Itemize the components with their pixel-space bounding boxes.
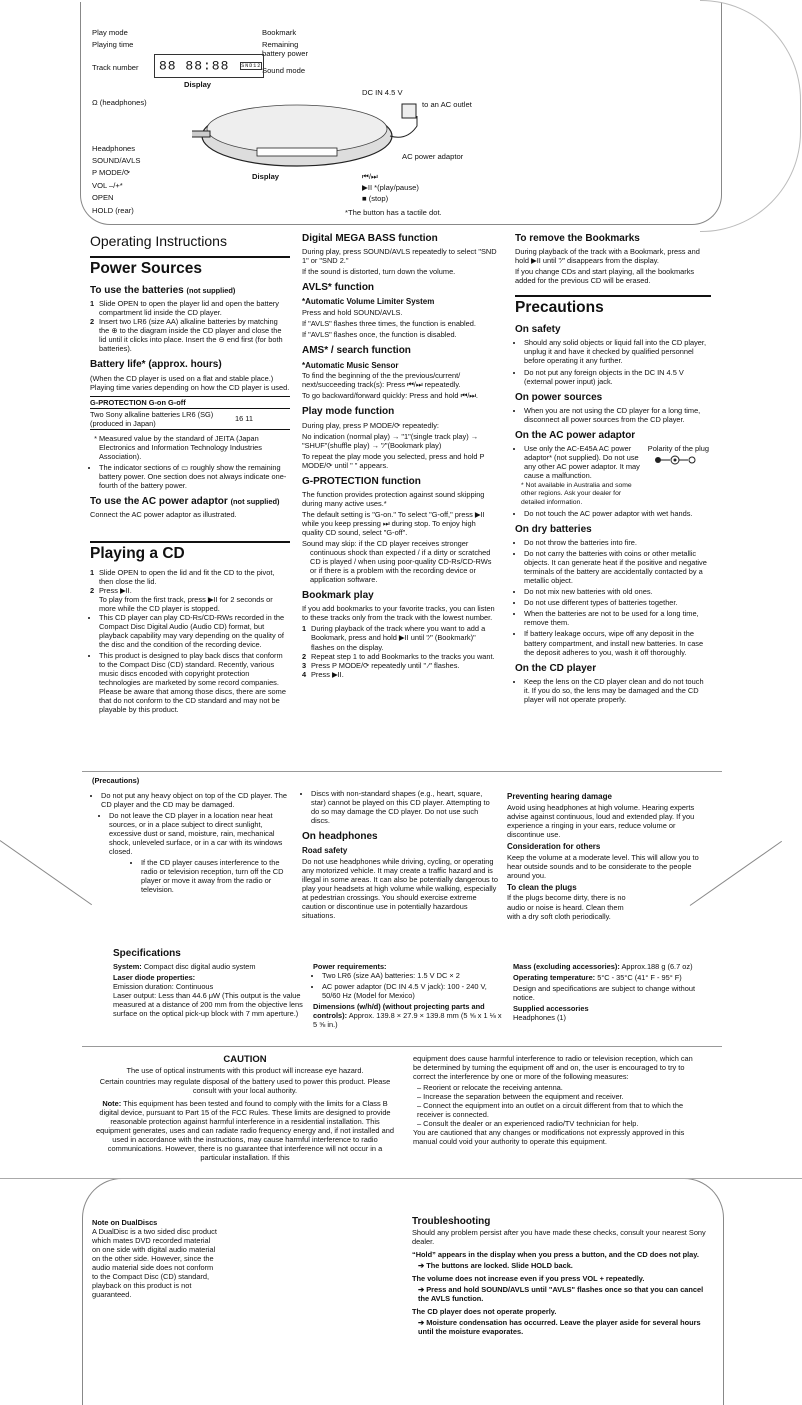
lcd-badge: SND12 (241, 63, 262, 69)
playing-note-2: • This product is designed to play back discs that conform to the Compact Disc (CD) standard. Recently, various music discs encoded with copyright protection technologies are marketed by some record companies. Please be aware that among those discs, there are some that do not conform to the CD standard and may not be playable by this product. (99, 651, 290, 714)
control-stop: ■ (stop) (362, 194, 389, 203)
caution-note-label: Note: (102, 1098, 122, 1108)
spec-dimensions-label: Dimensions (w/h/d) (without projecting parts and controls): (313, 1002, 485, 1021)
section2-right (507, 789, 703, 923)
precautions-cont-list (92, 791, 292, 894)
battery-step-2-text: Insert two LR6 (size AA) alkaline batteries by matching the ⊕ to the diagram inside the CD player and close the lid until it clicks into place. Insert the ⊖ end first (for both batteries). (99, 317, 283, 354)
play-mode-heading: Play mode function (302, 406, 395, 418)
dualdisc-text: A DualDisc is a two sided disc product which mates DVD recorded material on one side with digital audio material on the other side. However, since the audio material side does not conform to the Compact Disc (CD) standard, playback on this product is not guaranteed. (92, 1227, 217, 1300)
column-1 (90, 233, 290, 717)
on-ac-heading: On the AC power adaptor (515, 429, 636, 441)
bookmark-step-2-text: Repeat step 1 to add Bookmarks to the tracks you want. (311, 651, 495, 661)
discs-list (302, 789, 498, 825)
bookmark-step-1-text: During playback of the track where you want to add a Bookmark, press and hold ▶II until "⁄" (Bookmark)" flashes on the display. (311, 624, 486, 652)
bookmark-step-2: 2 Repeat step 1 to add Bookmarks to the tracks you want. (302, 651, 495, 661)
play-step-1: 1 Slide OPEN to open the lid and fit the CD to the pivot, then close the lid. (90, 568, 290, 586)
battery-note-1: * Measured value by the standard of JEITA (Japan Electronics and Information Technology Industries Association). (99, 434, 290, 461)
bookmark-step-1: 1 During playback of the track where you want to add a Bookmark, press and hold ▶II until "⁄" (Bookmark)" flashes on the display. (302, 624, 498, 651)
specs-heading: Specifications (113, 948, 181, 959)
battery-step-2: 2 Insert two LR6 (size AA) alkaline batteries by matching the ⊕ to the diagram inside the CD player and close the lid until it clicks into place. Insert the ⊖ end first (for both batteries). (90, 317, 290, 353)
spec-temp-value: 5°C - 35°C (41° F - 95° F) (597, 973, 682, 983)
spec-power-label: Power requirements: (313, 962, 387, 972)
precautions-heading: Precautions (515, 295, 711, 318)
battery-table-row (90, 409, 290, 429)
avls-text-2: If "AVLS" flashes three times, the function is enabled. (302, 319, 476, 329)
troubleshooting-heading: Troubleshooting (412, 1216, 491, 1227)
on-dry-heading: On dry batteries (515, 524, 592, 535)
remove-bookmarks-text-1: During playback of the track with a Bookmark, press and hold ▶II until "⁄" disappears from the display. (515, 247, 700, 266)
spec-supplied-label: Supplied accessories (513, 1004, 589, 1014)
label-headphones-jack: Ω (headphones) (92, 98, 147, 107)
dry-item-1: • Do not throw the batteries into fire. (524, 538, 711, 547)
spec-system-value: Compact disc digital audio system (143, 962, 256, 972)
control-play-pause: ▶II *(play/pause) (362, 183, 419, 192)
play-mode-text-2: No indication (normal play) → "1"(single track play) → "SHUF"(shuffle play) → "⁄"(Bookmark play) (302, 431, 479, 450)
not-supplied-tag: (not supplied) (186, 285, 236, 295)
troubleshooting-section (412, 1216, 712, 1339)
ams-heading: AMS* / search function (302, 345, 411, 357)
ac-adaptor-heading (90, 496, 290, 508)
label-bookmark: Bookmark (262, 28, 297, 37)
caution-right-5: – Consult the dealer or an experienced radio/TV technician for help. (417, 1119, 639, 1129)
precautions-cont-heading: (Precautions) (92, 776, 140, 785)
dualdisc-heading: Note on DualDiscs (92, 1218, 158, 1227)
battery-table-values: 16 11 (235, 414, 253, 424)
remove-bookmarks-heading: To remove the Bookmarks (515, 233, 640, 244)
specs-col-3 (513, 962, 703, 1031)
fold-right (690, 841, 782, 906)
gprot-heading: G-PROTECTION function (302, 475, 421, 487)
spec-dimensions-value: Approx. 139.8 × 27.9 × 139.8 mm (5 ⅝ x 1 ⅛ x 5 ⅝ in.) (313, 1011, 502, 1030)
spec-laser-emission: Emission duration: Continuous (113, 982, 214, 992)
ac-list (515, 444, 644, 482)
player-diagram (92, 26, 492, 221)
caution-right-4: – Connect the equipment into an outlet on a circuit different from that to which the receiver is connected. (417, 1101, 684, 1120)
polarity-box (644, 444, 711, 482)
battery-notes (90, 434, 290, 490)
player-illustration (192, 96, 422, 176)
prec-cont-item-3: • If the CD player causes interference to the radio or television reception, turn off the CD player or move it away from the radio or television. (141, 858, 292, 894)
ac-item-2: • Do not touch the AC power adaptor with wet hands. (524, 509, 711, 518)
label-dc-in: DC IN 4.5 V (362, 88, 403, 97)
label-ac-outlet: to an AC outlet (422, 100, 472, 109)
clean-plugs-heading: To clean the plugs (507, 882, 577, 892)
section2-border (82, 771, 722, 772)
specs-section (113, 948, 713, 1031)
label-play-mode: Play mode (92, 28, 128, 37)
caution-right-6: You are cautioned that any changes or modifications not expressly approved in this manual could void your authority to operate this equipment. (413, 1128, 685, 1147)
label-battery: Remaining battery power (262, 40, 309, 59)
spec-laser-output: Laser output: Less than 44.6 μW (This output is the value measured at a distance of 200 mm from the objective lens surface on the optical pick-up block with 7 mm aperture.) (113, 991, 303, 1019)
bookmark-step-4-text: Press ▶II. (311, 669, 344, 679)
bookmark-step-3-text: Press P MODE/⟳ repeatedly until " ⁄" flashes. (311, 660, 460, 670)
label-display-bottom: Display (252, 172, 280, 181)
ams-text-1: To find the beginning of the the previous/current/ next/succeeding track(s): Press ⏮/⏭ repeatedly. (302, 371, 461, 390)
bookmark-step-3: 3 Press P MODE/⟳ repeatedly until " ⁄" flashes. (302, 660, 460, 670)
use-batteries-text: To use the batteries (90, 284, 184, 296)
page-title: Operating Instructions (90, 233, 227, 249)
battery-step-1-text: Slide OPEN to open the player lid and open the battery compartment lid inside the CD player. (99, 299, 279, 318)
mega-bass-heading: Digital MEGA BASS function (302, 233, 438, 244)
caution-right-2: – Reorient or relocate the receiving antenna. (417, 1083, 563, 1093)
caution-right-3: – Increase the separation between the equipment and receiver. (417, 1092, 624, 1102)
on-headphones-heading: On headphones (302, 831, 378, 843)
ts-question-3: The CD player does not operate properly. (412, 1307, 557, 1317)
playing-cd-heading: Playing a CD (90, 541, 290, 564)
spec-power-list (313, 971, 503, 1000)
ts-answer-2: ➔ Press and hold SOUND/AVLS until "AVLS" flashes once so that you can cancel the AVLS function. (418, 1285, 704, 1304)
battery-life-text: (When the CD player is used on a flat and stable place.) Playing time varies depending on how the CD player is used. (90, 373, 290, 392)
specs-col-2 (313, 962, 503, 1031)
label-track-number: Track number (92, 63, 139, 72)
fold-left (0, 840, 92, 905)
dry-item-3: • Do not mix new batteries with old ones. (524, 587, 711, 596)
cd-item-1: • Keep the lens on the CD player clean and do not touch it. If you do so, the lens may be damaged and the CD player will not operate properly. (524, 677, 711, 704)
caution-right (413, 1054, 703, 1148)
ac-adaptor-heading-text: To use the AC power adaptor (90, 495, 228, 507)
discs-item: • Discs with non-standard shapes (e.g., heart, square, star) cannot be played on this CD player. Attempting to do so may damage the CD player. Do not use such discs. (311, 789, 498, 825)
section2-middle (302, 789, 498, 922)
caution-text-2: Certain countries may regulate disposal of the battery used to power this product. Please consult with your local authority. (99, 1076, 391, 1095)
tactile-note: *The button has a tactile dot. (345, 208, 442, 217)
avls-subheading: *Automatic Volume Limiter System (302, 297, 435, 307)
control-vol: VOL –/+* (92, 181, 123, 190)
divider-specs (0, 1178, 802, 1179)
prevent-hearing-text: Avoid using headphones at high volume. Hearing experts advise against continuous, loud and extended play. If you experience a ringing in your ears, reduce volume or discontinue use. (507, 802, 695, 839)
spec-laser-label: Laser diode properties: (113, 973, 196, 983)
prevent-hearing-heading: Preventing hearing damage (507, 792, 612, 801)
prec-cont-item-2: • Do not leave the CD player in a location near heat sources, or in a place subject to direct sunlight, excessive dust or sand, moisture, rain, mechanical shock, unleveled surface, or in a car with its windows closed. (109, 811, 292, 856)
label-sound-mode: Sound mode (262, 66, 306, 75)
clean-plugs-text: If the plugs become dirty, there is no audio or noise is heard. Clean them with a dry soft cloth periodically. (507, 893, 626, 921)
dry-item-4: • Do not use different types of batteries together. (524, 598, 711, 607)
ac-availability-note: * Not available in Australia and some other regions. Ask your dealer for detailed information. (521, 482, 632, 506)
gprot-text-1: The function provides protection against sound skipping during many active uses.* (302, 489, 485, 508)
dry-item-6: • If battery leakage occurs, wipe off any deposit in the battery compartment, and install new batteries. In case the deposit adheres to you, wash it off thoroughly. (524, 629, 711, 656)
control-p-mode: P MODE/⟳ (92, 168, 131, 177)
ac-not-supplied-tag: (not supplied) (230, 496, 280, 506)
caution-left (95, 1054, 395, 1164)
gprot-text-2: The default setting is "G-on." To select "G-off," press ▶II while you keep pressing ⏭ during stop. To enjoy high quality CD sound, select "G-off". (302, 509, 485, 537)
lcd-display (154, 54, 264, 78)
bookmark-step-4: 4 Press ▶II. (302, 669, 344, 679)
playing-notes (90, 613, 290, 714)
polarity-icon (648, 453, 708, 467)
consideration-text: Keep the volume at a moderate level. This will allow you to hear outside sounds and to be considerate to the people around you. (507, 852, 699, 880)
ac-list-2 (515, 509, 711, 518)
top-panel-arc (700, 0, 801, 232)
play-step-2-text: Press ▶II. (99, 586, 132, 596)
lcd-digits: 88 88:88 (159, 58, 230, 74)
spec-design: Design and specifications are subject to change without notice. (513, 984, 696, 1003)
polarity-label: Polarity of the plug (647, 444, 709, 453)
battery-table-header: G-PROTECTION G-on G-off (90, 397, 290, 409)
label-ac-adaptor: AC power adaptor (402, 152, 464, 161)
dry-list (515, 538, 711, 656)
cd-list (515, 677, 711, 704)
control-headphones: Headphones (92, 144, 136, 153)
ts-question-2: The volume does not increase even if you press VOL + repeatedly. (412, 1274, 645, 1284)
avls-heading: AVLS* function (302, 282, 375, 294)
road-safety-text: Do not use headphones while driving, cycling, or operating any motorized vehicle. It may create a traffic hazard and is illegal in some areas. It can also be potentially dangerous to play your headsets at high volume while walking, especially at pedestrian crossings. You should exercise extreme caution or discontinue use in potentially hazardous situations. (302, 857, 498, 921)
caution-note-text: This equipment has been tested and found to comply with the limits for a Class B digital device, pursuant to Part 15 of the FCC Rules. These limits are designed to provide reasonable protection against harmful interference in a residential installation. This equipment generates, uses and can radiate radio frequency energy and, if not installed and used in accordance with the instructions, may cause harmful interference to radio communications. However, there is no guarantee that interference will not occur in a particular installation. If this (96, 1098, 394, 1162)
use-batteries-heading (90, 285, 290, 297)
remove-bookmarks-text-2: If you change CDs and start playing, all the bookmarks added for the previous CD will be erased. (515, 267, 695, 286)
spec-dimensions (313, 1002, 503, 1029)
road-safety-heading: Road safety (302, 846, 348, 856)
spec-temp (513, 973, 703, 982)
spec-system (113, 962, 303, 971)
ac-section (515, 444, 711, 482)
consideration-heading: Consideration for others (507, 841, 601, 851)
safety-item-2: • Do not put any foreign objects in the DC IN 4.5 V (external power input) jack. (524, 368, 711, 386)
spec-mass-label: Mass (excluding accessories): (513, 962, 620, 972)
bookmark-text: If you add bookmarks to your favorite tracks, you can listen to these tracks only from the track with the lowest number. (302, 604, 495, 623)
caution-divider (82, 1046, 722, 1047)
spec-system-label: System: (113, 962, 142, 972)
ams-text-2: To go backward/forward quickly: Press and hold ⏮/⏭. (302, 391, 478, 401)
battery-life-heading: Battery life* (approx. hours) (90, 359, 222, 371)
control-open: OPEN (92, 193, 114, 202)
spec-mass (513, 962, 703, 971)
prec-cont-item-1: • Do not put any heavy object on top of the CD player. The CD player and the CD may be damaged. (101, 791, 292, 809)
ts-question-1: “Hold” appears in the display when you press a button, and the CD does not play. (412, 1250, 699, 1260)
dry-item-5: • When the batteries are not to be used for a long time, remove them. (524, 609, 711, 627)
power-sources-heading: Power Sources (90, 256, 290, 279)
caution-title: CAUTION (223, 1054, 267, 1065)
battery-table-label: Two Sony alkaline batteries LR6 (SG) (produced in Japan) (90, 409, 214, 428)
control-skip: ⏮/⏭ (362, 172, 378, 181)
specs-columns (113, 962, 713, 1031)
caution-text-1: The use of optical instruments with this product will increase eye hazard. (126, 1065, 364, 1075)
spec-power-item-2: • AC power adaptor (DC IN 4.5 V jack): 100 - 240 V, 50/60 Hz (Model for Mexico) (322, 982, 503, 1000)
power-list (515, 406, 711, 424)
play-step-1-text: Slide OPEN to open the lid and fit the CD to the pivot, then close the lid. (99, 568, 275, 587)
safety-item-1: • Should any solid objects or liquid fall into the CD player, unplug it and have it checked by qualified personnel before operating it any further. (524, 338, 711, 365)
control-hold: HOLD (rear) (92, 206, 134, 215)
column-2 (302, 233, 498, 679)
caution-note (95, 1099, 395, 1162)
spec-mass-value: Approx.188 g (6.7 oz) (621, 962, 693, 972)
battery-note-2: • The indicator sections of ▭ roughly show the remaining battery power. One section does not always indicate one-fourth of the battery power. (99, 463, 290, 490)
section2-left (92, 776, 292, 896)
play-mode-text-3: To repeat the play mode you selected, press and hold P MODE/⟳ until " " appears. (302, 451, 485, 470)
mega-bass-text-2: If the sound is distorted, turn down the volume. (302, 267, 456, 277)
label-playing-time: Playing time (92, 40, 134, 49)
battery-table (90, 396, 290, 430)
play-step-2-detail: To play from the first track, press ▶II for 2 seconds or more while the CD player is stopped. (99, 595, 273, 614)
dry-item-2: • Do not carry the batteries with coins or other metallic objects. It can generate heat if the positive and negative terminals of the battery are accidentally contacted by a metallic object. (524, 549, 711, 585)
dualdisc-section (92, 1218, 220, 1301)
spec-temp-label: Operating temperature: (513, 973, 596, 983)
mega-bass-text-1: During play, press SOUND/AVLS repeatedly to select "SND 1" or "SND 2." (302, 247, 497, 266)
caution-right-1: equipment does cause harmful interference to radio or television reception, which can be determined by turning the equipment off and on, the user is encouraged to try to correct the interference by one or more of the following measures: (413, 1054, 693, 1082)
on-power-heading: On power sources (515, 391, 603, 403)
playing-note-1: • This CD player can play CD-Rs/CD-RWs recorded in the Compact Disc Digital Audio (Audio CD) format, but playback capability may vary depending on the quality of the disc and the condition of the recording device. (99, 613, 290, 649)
ts-answer-1: ➔ The buttons are locked. Slide HOLD back. (418, 1261, 573, 1271)
play-step-2: 2 Press ▶II. To play from the first track, press ▶II for 2 seconds or more while the CD player is stopped. (90, 586, 273, 614)
on-safety-heading: On safety (515, 324, 561, 336)
play-mode-text-1: During play, press P MODE/⟳ repeatedly: (302, 420, 439, 430)
spec-supplied-value: Headphones (1) (513, 1013, 567, 1023)
troubleshooting-intro: Should any problem persist after you have made these checks, consult your nearest Sony dealer. (412, 1228, 706, 1247)
ac-adaptor-text: Connect the AC power adaptor as illustrated. (90, 510, 237, 520)
label-display-top: Display (184, 80, 212, 89)
specs-col-1 (113, 962, 303, 1031)
column-3 (515, 233, 711, 706)
ts-answer-3: ➔ Moisture condensation has occurred. Leave the player aside for several hours until the moisture evaporates. (418, 1318, 701, 1337)
battery-step-1: 1 Slide OPEN to open the player lid and open the battery compartment lid inside the CD player. (90, 299, 290, 317)
power-item-1: • When you are not using the CD player for a long time, disconnect all power sources from the CD player. (524, 406, 711, 424)
on-cd-heading: On the CD player (515, 662, 597, 674)
safety-list (515, 338, 711, 385)
bookmark-heading: Bookmark play (302, 590, 374, 602)
avls-text-1: Press and hold SOUND/AVLS. (302, 308, 403, 318)
ams-subheading: *Automatic Music Sensor (302, 360, 399, 370)
control-sound-avls: SOUND/AVLS (92, 156, 141, 165)
ac-item-1: • Use only the AC-E45A AC power adaptor* (not supplied). Do not use any other AC power adaptor. It may cause a malfunction. (524, 444, 644, 480)
gprot-note: Sound may skip: if the CD player receives stronger continuous shock than expected / if a dirty or scratched CD is played / when using poor-quality CD-Rs/CD-RWs or if there is a problem with the recording device or application software. (302, 539, 492, 585)
avls-text-3: If "AVLS" flashes once, the function is disabled. (302, 330, 457, 340)
spec-power-item-1: • Two LR6 (size AA) batteries: 1.5 V DC × 2 (322, 971, 503, 980)
